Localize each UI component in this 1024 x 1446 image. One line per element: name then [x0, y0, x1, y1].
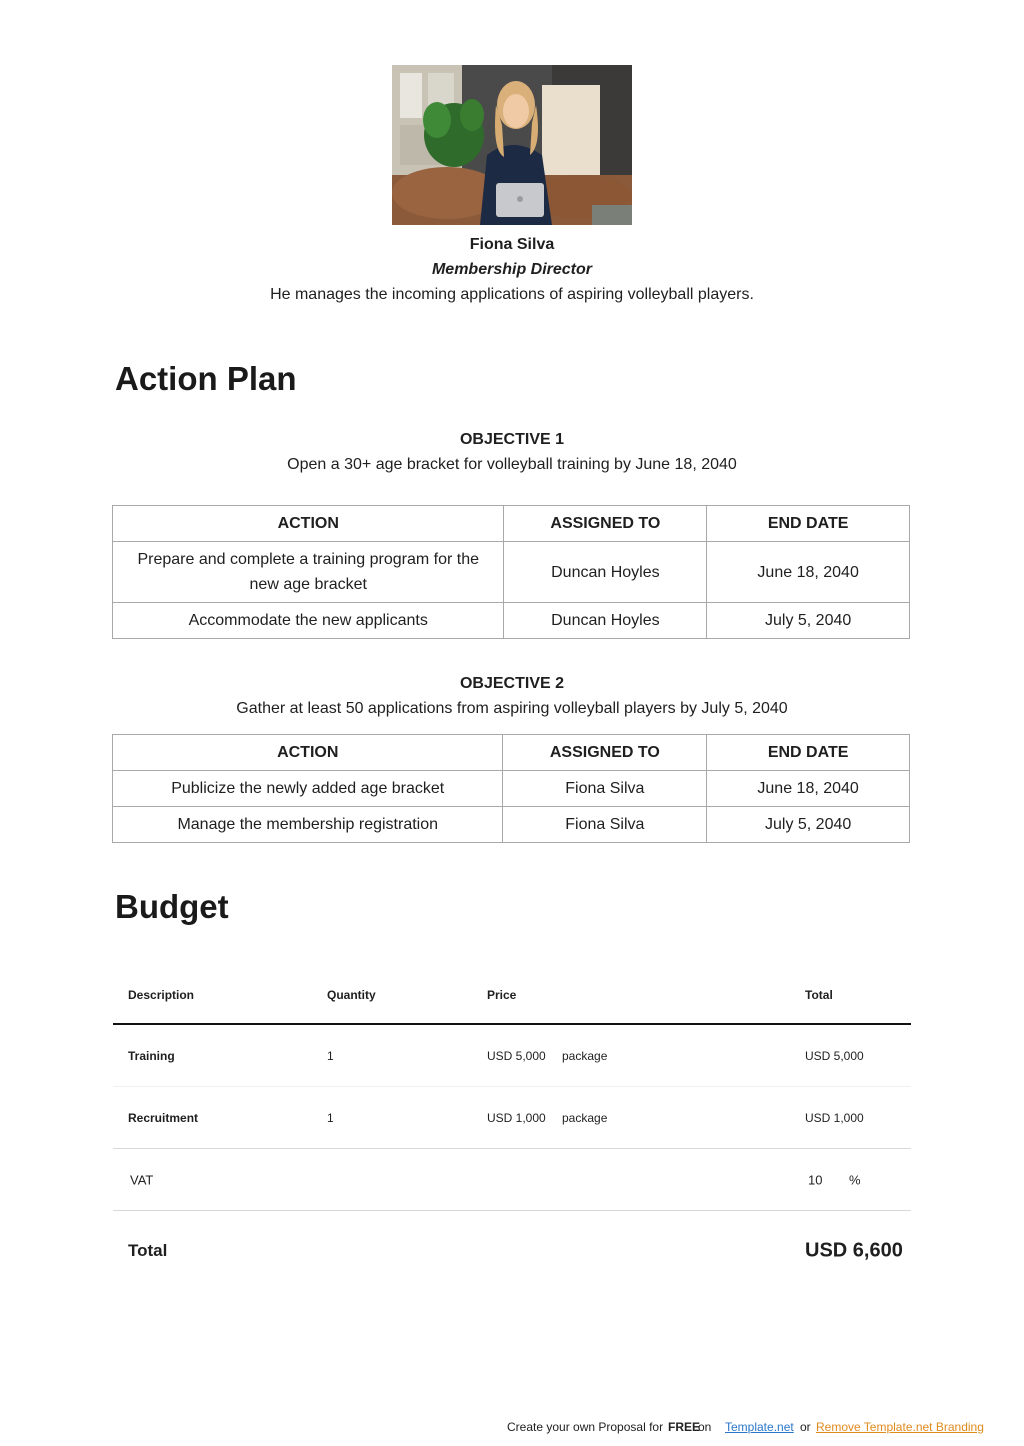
column-header-action: ACTION	[113, 735, 503, 771]
budget-item-unit: package	[562, 1048, 608, 1063]
profile-role: Membership Director	[431, 261, 593, 278]
remove-branding-link[interactable]: Remove Template.net Branding	[816, 1420, 984, 1434]
budget-item-description: Training	[128, 1048, 175, 1063]
profile-bio: He manages the incoming applications of aspiring volleyball players.	[270, 286, 754, 303]
budget-vat-row	[113, 1149, 911, 1211]
budget-item-unit: package	[562, 1110, 608, 1125]
column-header-assigned-to: ASSIGNED TO	[503, 735, 707, 771]
footer-or: or	[800, 1420, 811, 1434]
action-cell: Publicize the newly added age bracket	[113, 771, 503, 807]
vat-label: VAT	[130, 1172, 154, 1187]
table-header-row	[113, 506, 910, 542]
table-row	[113, 807, 910, 843]
footer-prefix: Create your own Proposal for	[507, 1420, 664, 1434]
action-cell: Accommodate the new applicants	[113, 603, 504, 639]
objective-2-description: Gather at least 50 applications from aspiring volleyball players by July 5, 2040	[236, 700, 788, 717]
budget-total-row	[113, 1211, 911, 1291]
budget-heading: Budget	[115, 888, 229, 925]
objective-1-table	[112, 505, 910, 639]
objective-1-title: OBJECTIVE 1	[459, 431, 565, 448]
total-value: USD 6,600	[805, 1239, 903, 1262]
objective-2-title: OBJECTIVE 2	[459, 675, 565, 692]
budget-item-quantity: 1	[327, 1110, 334, 1125]
objective-1-description: Open a 30+ age bracket for volleyball training by June 18, 2040	[287, 456, 737, 473]
footer-free: FREE	[668, 1420, 701, 1434]
footer-on: on	[698, 1420, 712, 1434]
profile-name: Fiona Silva	[469, 236, 555, 253]
column-header-end-date: END DATE	[707, 506, 910, 542]
objective-2-table	[112, 734, 910, 843]
budget-item-total: USD 5,000	[805, 1048, 864, 1063]
budget-item-price: USD 5,000	[487, 1048, 546, 1063]
table-row	[113, 542, 910, 603]
budget-column-quantity: Quantity	[327, 988, 376, 1002]
assigned-to-cell: Duncan Hoyles	[504, 603, 707, 639]
profile-photo	[392, 65, 632, 225]
table-header-row	[113, 735, 910, 771]
total-label: Total	[128, 1241, 168, 1260]
budget-row	[113, 1025, 911, 1087]
end-date-cell: June 18, 2040	[707, 771, 910, 807]
action-cell: Prepare and complete a training program for the new age bracket	[113, 542, 504, 603]
column-header-assigned-to: ASSIGNED TO	[504, 506, 707, 542]
assigned-to-cell: Fiona Silva	[503, 807, 707, 843]
vat-unit: %	[849, 1172, 861, 1187]
end-date-cell: July 5, 2040	[707, 807, 910, 843]
vat-value: 10	[808, 1172, 823, 1187]
budget-column-price: Price	[487, 988, 517, 1002]
action-cell: Manage the membership registration	[113, 807, 503, 843]
budget-item-price: USD 1,000	[487, 1110, 546, 1125]
column-header-end-date: END DATE	[707, 735, 910, 771]
assigned-to-cell: Fiona Silva	[503, 771, 707, 807]
template-net-link[interactable]: Template.net	[725, 1420, 794, 1434]
budget-column-total: Total	[805, 988, 833, 1002]
budget-row	[113, 1087, 911, 1149]
budget-header-row	[113, 968, 911, 1025]
end-date-cell: July 5, 2040	[707, 603, 910, 639]
action-plan-heading: Action Plan	[115, 360, 297, 397]
budget-column-description: Description	[128, 988, 195, 1002]
budget-item-total: USD 1,000	[805, 1110, 864, 1125]
budget-table	[113, 968, 911, 1291]
profile-photo-illustration	[392, 65, 632, 225]
table-row	[113, 771, 910, 807]
assigned-to-cell: Duncan Hoyles	[504, 542, 707, 603]
column-header-action: ACTION	[113, 506, 504, 542]
table-row	[113, 603, 910, 639]
budget-item-description: Recruitment	[128, 1110, 199, 1125]
budget-item-quantity: 1	[327, 1048, 334, 1063]
end-date-cell: June 18, 2040	[707, 542, 910, 603]
